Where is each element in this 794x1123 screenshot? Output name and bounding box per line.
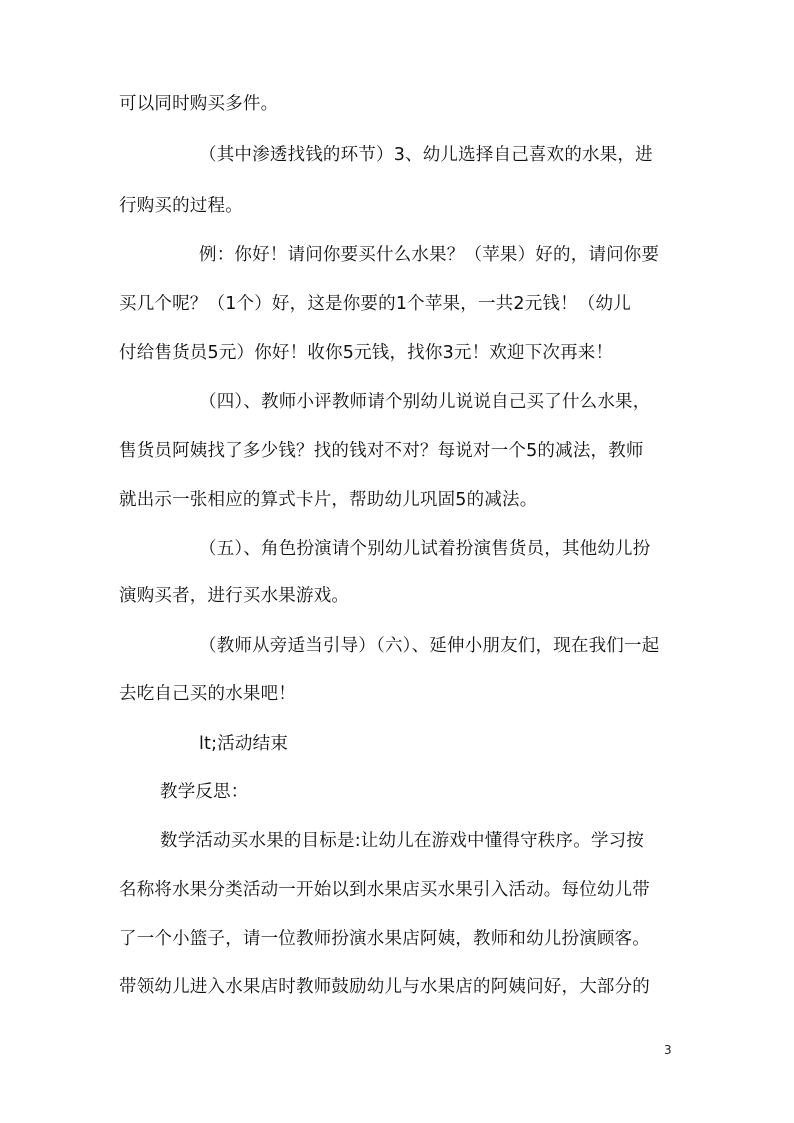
body-text-line: 付给售货员5元）你好！收你5元钱，找你3元！欢迎下次再来！ xyxy=(119,343,614,363)
body-text-line: 买几个呢？（1个）好，这是你要的1个苹果，一共2元钱！（幼儿 xyxy=(119,294,631,314)
body-text-line: lt;活动结束 xyxy=(199,734,289,754)
body-text-line: 了一个小篮子，请一位教师扮演水果店阿姨，教师和幼儿扮演顾客。 xyxy=(119,929,650,949)
body-text-line: 数学活动买水果的目标是:让幼儿在游戏中懂得守秩序。学习按 xyxy=(160,831,644,851)
body-text-line: 售货员阿姨找了多少钱？找的钱对不对？每说对一个5的减法，教师 xyxy=(119,441,644,461)
body-text-line: （五）、角色扮演请个别幼儿试着扮演售货员，其他幼儿扮 xyxy=(199,539,651,559)
body-text-line: 行购买的过程。 xyxy=(119,196,243,216)
body-text-line: （教师从旁适当引导）（六）、延伸小朋友们，现在我们一起 xyxy=(199,636,660,656)
body-text-line: 例：你好！请问你要买什么水果？（苹果）好的，请问你要 xyxy=(199,245,660,265)
body-text-line: 可以同时购买多件。 xyxy=(119,94,279,114)
body-text-line: （四）、教师小评教师请个别幼儿说说自己买了什么水果， xyxy=(199,392,651,412)
body-text-line: （其中渗透找钱的环节）3、幼儿选择自己喜欢的水果，进 xyxy=(199,145,653,165)
body-text-line: 去吃自己买的水果吧！ xyxy=(119,684,296,704)
body-text-line: 就出示一张相应的算式卡片，帮助幼儿巩固5的减法。 xyxy=(119,490,538,510)
body-text-line: 名称将水果分类活动一开始以到水果店买水果引入活动。每位幼儿带 xyxy=(119,880,650,900)
page-number: 3 xyxy=(664,1043,672,1057)
body-text-line: 演购买者，进行买水果游戏。 xyxy=(119,586,350,606)
section-heading: 教学反思： xyxy=(160,782,249,802)
body-text-line: 带领幼儿进入水果店时教师鼓励幼儿与水果店的阿姨问好，大部分的 xyxy=(119,977,650,997)
